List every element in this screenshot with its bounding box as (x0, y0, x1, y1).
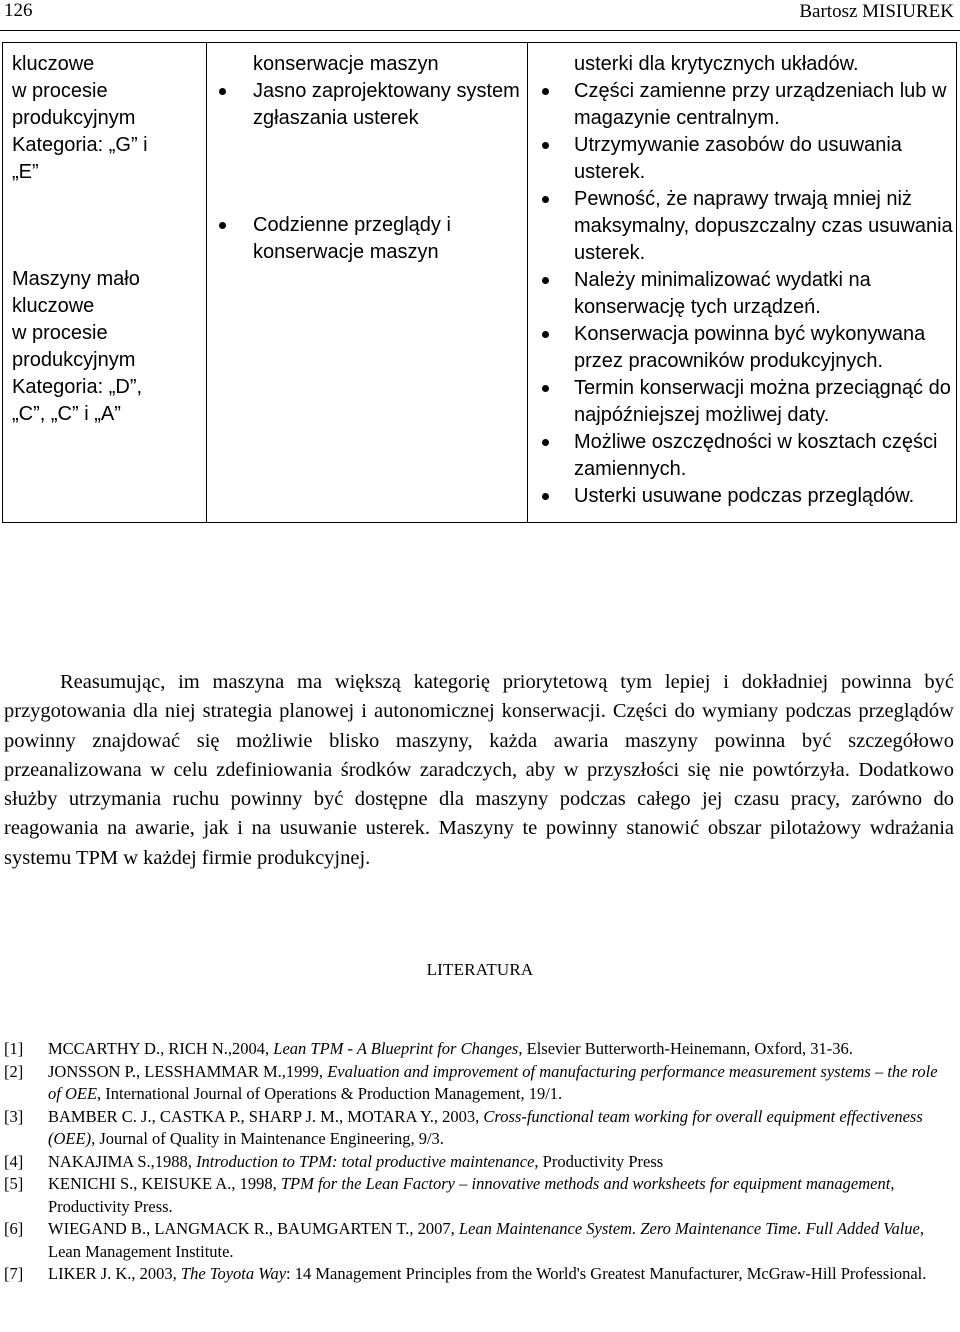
reference-item (4, 1038, 954, 1061)
category-line: „E” (12, 161, 39, 183)
list-item: Pewność, że naprawy trwają mniej niż maksymalny, dopuszczalny czas usuwania usterek. (528, 186, 956, 267)
strategy-list (207, 78, 527, 132)
reference-rest: , International Journal of Operations & Production Management, 19/1. (97, 1084, 563, 1103)
list-item: Konserwacja powinna być wykonywana przez pracowników produkcyjnych. (528, 321, 956, 375)
reference-item (4, 1106, 954, 1151)
list-item: Termin konserwacji można przeciągnąć do najpóźniejszej możliwej daty. (528, 375, 956, 429)
reference-authors: LIKER J. K., 2003, (48, 1264, 181, 1283)
reference-number: [5] (4, 1174, 24, 1193)
category-low-priority (12, 266, 206, 428)
reference-number: [6] (4, 1219, 24, 1238)
summary-paragraph: Reasumując, im maszyna ma większą kategorię priorytetową tym lepiej i dokładniej powinna być przygotowania dla niej strategia planowej i autonomicznej konserwacji. Części do wymiany podczas przeglądów powinny znajdować się możliwie blisko maszyny, każda awaria maszyny powinna być szczegółowo przeanalizowana w celu zdefiniowania środków zaradczych, aby w przyszłości się nie powtórzyła. Dodatkowo służby utrzymania ruchu powinny być dostępne dla maszyny podczas całego jej czasu pracy, zarówno do reagowania na awarie, jak i na usuwanie usterek. Maszyny te powinny stanowić obszar pilotażowy wdrażania systemu TPM w każdej firmie produkcyjnej. (4, 671, 954, 869)
reference-authors: MCCARTHY D., RICH N.,2004, (48, 1039, 274, 1058)
strategy-list-2 (207, 212, 527, 266)
reference-authors: KENICHI S., KEISUKE A., 1998, (48, 1174, 281, 1193)
reference-number: [2] (4, 1061, 24, 1081)
page-number: 126 (4, 0, 33, 21)
category-critical (12, 51, 206, 186)
maintenance-category-table (2, 42, 957, 523)
reference-item (4, 1263, 954, 1286)
list-item: Możliwe oszczędności w kosztach części zamiennych. (528, 429, 956, 483)
category-line: kluczowe (12, 53, 95, 75)
reference-item (4, 1151, 954, 1174)
reference-number: [7] (4, 1264, 24, 1283)
category-line: produkcyjnym (12, 349, 136, 371)
reference-title: Cross-functional team working for overall equipment effectiveness (OEE), (48, 1106, 923, 1148)
running-author: Bartosz MISIUREK (799, 1, 954, 22)
list-item: Jasno zaprojektowany system zgłaszania usterek (207, 78, 527, 132)
requirements-continuation: usterki dla krytycznych układów. (574, 53, 859, 75)
requirements-list (528, 78, 956, 510)
category-line: Kategoria: „G” i (12, 134, 148, 156)
category-line: „C”, „C” i „A” (12, 403, 121, 425)
category-line: produkcyjnym (12, 107, 136, 129)
reference-authors: BAMBER C. J., CASTKA P., SHARP J. M., MOTARA Y., 2003, (48, 1106, 484, 1126)
strategy-cell (207, 43, 528, 523)
list-item: Codzienne przeglądy i konserwacje maszyn (207, 212, 527, 266)
reference-title: Introduction to TPM: total productive maintenance (196, 1151, 535, 1171)
reference-title: The Toyota Way (180, 1264, 287, 1283)
list-item: Części zamienne przy urządzeniach lub w magazynie centralnym. (528, 78, 956, 132)
list-item: Utrzymywanie zasobów do usuwania usterek. (528, 132, 956, 186)
reference-item (4, 1061, 954, 1106)
reference-number: [4] (4, 1151, 24, 1171)
category-line: w procesie (12, 322, 108, 344)
category-line: Kategoria: „D”, (12, 376, 143, 398)
literature-heading: LITERATURA (426, 960, 534, 979)
reference-number: [1] (4, 1039, 24, 1058)
reference-item (4, 1173, 954, 1218)
reference-authors: JONSSON P., LESSHAMMAR M.,1999, (48, 1061, 328, 1081)
strategy-continuation: konserwacje maszyn (253, 53, 439, 75)
reference-number: [3] (4, 1106, 24, 1126)
table-row (3, 43, 957, 523)
reference-rest: , Productivity Press. (48, 1174, 895, 1216)
reference-title: TPM for the Lean Factory – innovative methods and worksheets for equipment management (280, 1174, 891, 1193)
reference-rest: , Elsevier Butterworth-Heinemann, Oxford, 31-36. (518, 1039, 853, 1058)
reference-list (4, 1038, 954, 1286)
requirements-cell (528, 43, 957, 523)
reference-item (4, 1218, 954, 1263)
reference-rest: , Productivity Press (534, 1151, 664, 1171)
reference-rest: , Lean Management Institute. (48, 1219, 925, 1261)
category-line: Maszyny mało (12, 268, 140, 290)
reference-authors: WIEGAND B., LANGMACK R., BAUMGARTEN T., 2007, (48, 1219, 459, 1238)
list-item: Usterki usuwane podczas przeglądów. (528, 483, 956, 510)
reference-title: Lean Maintenance System. Zero Maintenance Time. Full Added Value (458, 1219, 920, 1238)
category-line: kluczowe (12, 295, 95, 317)
reference-title: Evaluation and improvement of manufacturing performance measurement systems – the role of OEE (48, 1061, 938, 1103)
category-cell (3, 43, 207, 523)
page-header (0, 0, 960, 31)
list-item: Należy minimalizować wydatki na konserwację tych urządzeń. (528, 267, 956, 321)
reference-authors: NAKAJIMA S.,1988, (48, 1151, 197, 1171)
reference-rest: : 14 Management Principles from the World's Greatest Manufacturer, McGraw-Hill Professional. (286, 1264, 927, 1283)
category-line: w procesie (12, 80, 108, 102)
reference-title: Lean TPM - A Blueprint for Changes (273, 1039, 519, 1058)
reference-rest: Journal of Quality in Maintenance Engineering, 9/3. (95, 1129, 444, 1148)
